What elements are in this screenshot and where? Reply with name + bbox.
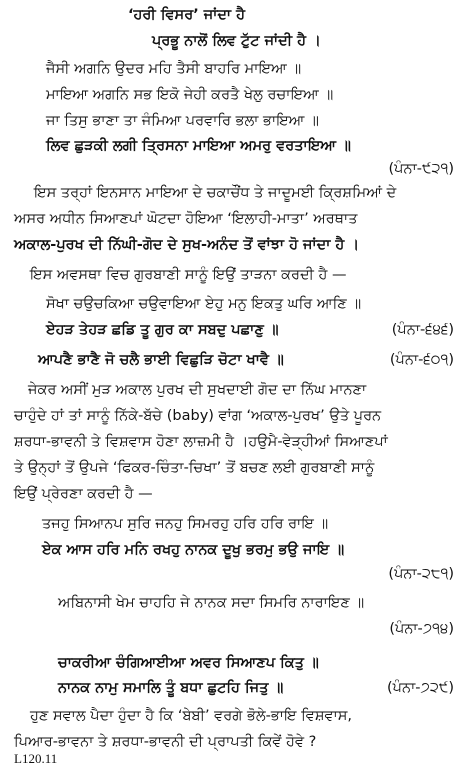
verse2-line-2: ਏਹੜ ਤੇਹੜ ਛਡਿ ਤੂ ਗੁਰ ਕਾ ਸਬਦੁ ਪਛਾਣੁ ॥ [46, 322, 279, 338]
para3-line-1: ਜੇਕਰ ਅਸੀਂ ਮੁੜ ਅਕਾਲ ਪੁਰਖ ਦੀ ਸੁਖਦਾਈ ਗੋਦ ਦਾ ਨਿੱਘ ਮਾਨਣਾ [28, 382, 367, 398]
verse4-page-ref: (ਪੰਨਾ-੨੮੧) [388, 566, 454, 582]
para3-line-3: ਸ਼ਰਧਾ-ਭਾਵਨੀ ਤੇ ਵਿਸ਼ਵਾਸ ਹੋਣਾ ਲਾਜ਼ਮੀ ਹੈ ।ਹਉਮੈ-ਵੇੜ੍ਹੀਆਂ ਸਿਆਣਪਾਂ [14, 434, 388, 450]
para1-line-2: ਅਸਰ ਅਧੀਨ ਸਿਆਣਪਾਂ ਘੋਟਦਾ ਹੋਇਆ ‘ਇਲਾਹੀ-ਮਾਤਾ’ ਅਰਥਾਤ [14, 211, 358, 227]
heading-line-1: ‘ਹਰੀ ਵਿਸਰ’ ਜਾਂਦਾ ਹੈ [128, 7, 246, 23]
verse3-page-ref: (ਪੰਨਾ-੬੦੧) [389, 352, 454, 368]
para3-line-4: ਤੇ ਉਨ੍ਹਾਂ ਤੋਂ ਉਪਜੇ ‘ਫਿਕਰ-ਚਿੰਤਾ-ਚਿਖਾ’ ਤੋਂ ਬਚਣ ਲਈ ਗੁਰਬਾਣੀ ਸਾਨੂੰ [14, 460, 375, 476]
verse1-line-2: ਮਾਇਆ ਅਗਨਿ ਸਭ ਇਕੋ ਜੇਹੀ ਕਰਤੈ ਖੇਲੁ ਰਚਾਇਆ ॥ [46, 87, 334, 103]
verse1-page-ref: (ਪੰਨਾ-੯੨੧) [388, 161, 454, 177]
verse4-line-1: ਤਜਹੁ ਸਿਆਨਪ ਸੁਰਿ ਜਨਹੁ ਸਿਮਰਹੁ ਹਰਿ ਹਰਿ ਰਾਇ ॥ [42, 516, 329, 532]
para3-line-5: ਇਉਂ ਪ੍ਰੇਰਣਾ ਕਰਦੀ ਹੈ — [14, 486, 153, 502]
page-footer-code: L120.11 [14, 751, 58, 766]
para3-line-2: ਚਾਹੁੰਦੇ ਹਾਂ ਤਾਂ ਸਾਨੂੰ ਨਿੱਕੇ-ਬੱਚੇ (baby) ਵਾਂਗ ‘ਅਕਾਲ-ਪੁਰਖ’ ਉਤੇ ਪੂਰਨ [14, 408, 382, 424]
heading-line-2: ਪ੍ਰਭੂ ਨਾਲੋਂ ਲਿਵ ਟੁੱਟ ਜਾਂਦੀ ਹੈ । [152, 33, 321, 49]
verse1-line-1: ਜੈਸੀ ਅਗਨਿ ਉਦਰ ਮਹਿ ਤੈਸੀ ਬਾਹਰਿ ਮਾਇਆ ॥ [46, 61, 302, 77]
verse3-line: ਆਪਣੈ ਭਾਣੈ ਜੋ ਚਲੈ ਭਾਈ ਵਿਛੁੜਿ ਚੋਟਾ ਖਾਵੈ ॥ [38, 352, 284, 368]
verse1-line-3: ਜਾ ਤਿਸੁ ਭਾਣਾ ਤਾ ਜੰਮਿਆ ਪਰਵਾਰਿ ਭਲਾ ਭਾਇਆ ॥ [46, 113, 319, 129]
verse4-line-2: ਏਕ ਆਸ ਹਰਿ ਮਨਿ ਰਖਹੁ ਨਾਨਕ ਦੂਖੁ ਭਰਮੁ ਭਉ ਜਾਇ ॥ [42, 542, 345, 558]
verse5-line: ਅਬਿਨਾਸੀ ਖੇਮ ਚਾਹਹਿ ਜੇ ਨਾਨਕ ਸਦਾ ਸਿਮਰਿ ਨਾਰਾਇਣ ॥ [58, 595, 365, 611]
para1-line-3: ਅਕਾਲ-ਪੁਰਖ ਦੀ ਨਿੱਘੀ-ਗੋਦ ਦੇ ਸੁਖ-ਅਨੰਦ ਤੋਂ ਵਾਂਝਾ ਹੋ ਜਾਂਦਾ ਹੈ । [14, 237, 360, 253]
verse2-page-ref: (ਪੰਨਾ-੬੪੬) [391, 322, 454, 338]
verse6-line-1: ਚਾਕਰੀਆ ਚੰਗਿਆਈਆ ਅਵਰ ਸਿਆਣਪ ਕਿਤੁ ॥ [58, 655, 319, 671]
verse1-line-4: ਲਿਵ ਛੁੜਕੀ ਲਗੀ ਤ੍ਰਿਸਨਾ ਮਾਇਆ ਅਮਰੁ ਵਰਤਾਇਆ ॥ [46, 138, 351, 154]
verse6-page-ref: (ਪੰਨਾ-੭੨੯) [387, 680, 454, 696]
para2-line: ਇਸ ਅਵਸਥਾ ਵਿਚ ਗੁਰਬਾਣੀ ਸਾਨੂੰ ਇਉਂ ਤਾੜਨਾ ਕਰਦੀ ਹੈ — [30, 267, 347, 283]
para4-line-1: ਹੁਣ ਸਵਾਲ ਪੈਦਾ ਹੁੰਦਾ ਹੈ ਕਿ ‘ਬੇਬੀ’ ਵਰਗੇ ਭੋਲੇ-ਭਾਇ ਵਿਸ਼ਵਾਸ, [30, 708, 353, 724]
para4-line-2: ਪਿਆਰ-ਭਾਵਨਾ ਤੇ ਸ਼ਰਧਾ-ਭਾਵਨੀ ਦੀ ਪ੍ਰਾਪਤੀ ਕਿਵੇਂ ਹੋਵੇ ? [14, 734, 317, 750]
verse5-page-ref: (ਪੰਨਾ-੭੧੪) [389, 621, 454, 637]
verse2-line-1: ਸੋਖਾ ਚਉਚਕਿਆ ਚਉਵਾਇਆ ਏਹੁ ਮਨੁ ਇਕਤੁ ਘਰਿ ਆਣਿ ॥ [46, 296, 362, 312]
para1-line-1: ਇਸ ਤਰ੍ਹਾਂ ਇਨਸਾਨ ਮਾਇਆ ਦੇ ਚਕਾਚੌਂਧ ਤੇ ਜਾਦੂਮਈ ਕ੍ਰਿਸ਼ਮਿਆਂ ਦੇ [34, 185, 397, 201]
verse6-line-2: ਨਾਨਕ ਨਾਮੁ ਸਮਾਲਿ ਤੂੰ ਬਧਾ ਛੁਟਹਿ ਜਿਤੁ ॥ [58, 680, 284, 696]
